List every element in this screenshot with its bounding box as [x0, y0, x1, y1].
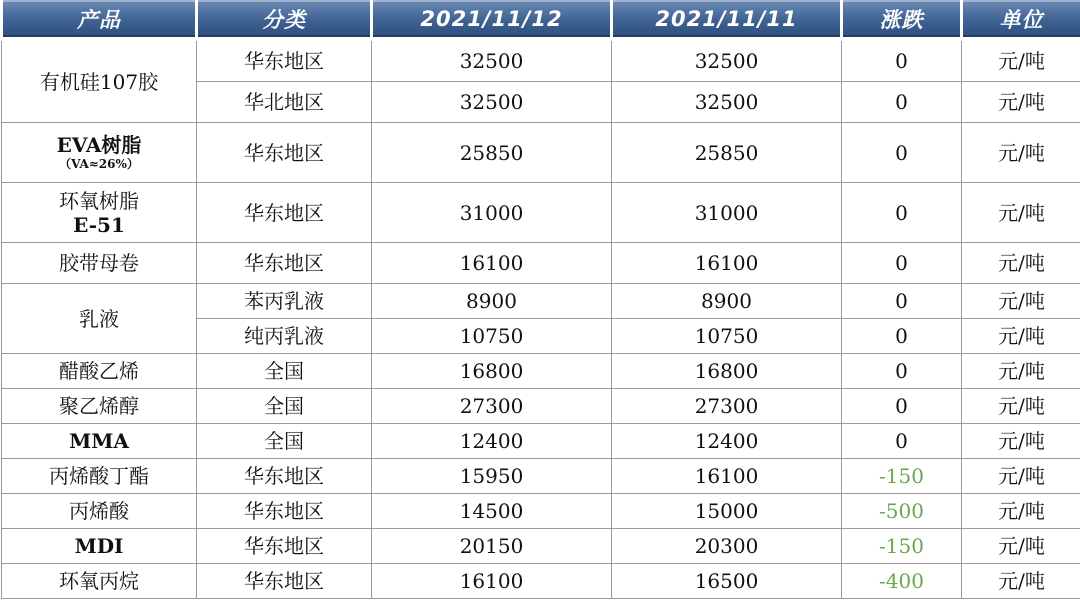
- table-row: [2, 564, 1080, 599]
- unit-cell: 元/吨: [962, 319, 1080, 354]
- header-unit: 单位: [962, 0, 1080, 39]
- category-cell: 华东地区: [197, 243, 372, 284]
- price-previous-cell: 20300: [612, 529, 842, 564]
- price-previous-cell: 27300: [612, 389, 842, 424]
- category-cell: 全国: [197, 354, 372, 389]
- table-row: [2, 354, 1080, 389]
- price-previous-cell: 8900: [612, 284, 842, 319]
- price-current-cell: 20150: [372, 529, 612, 564]
- price-current-cell: 27300: [372, 389, 612, 424]
- product-cell: [2, 123, 197, 183]
- unit-cell: 元/吨: [962, 494, 1080, 529]
- category-cell: 华东地区: [197, 39, 372, 82]
- product-cell: 丙烯酸: [2, 494, 197, 529]
- category-cell: 苯丙乳液: [197, 284, 372, 319]
- price-previous-cell: 25850: [612, 123, 842, 183]
- table-row: [2, 389, 1080, 424]
- price-current-cell: 12400: [372, 424, 612, 459]
- table-row: [2, 284, 1080, 319]
- change-cell: 0: [842, 319, 962, 354]
- price-previous-cell: 12400: [612, 424, 842, 459]
- price-current-cell: 16800: [372, 354, 612, 389]
- unit-cell: 元/吨: [962, 529, 1080, 564]
- price-current-cell: 31000: [372, 183, 612, 243]
- product-cell: MDI: [2, 529, 197, 564]
- unit-cell: 元/吨: [962, 459, 1080, 494]
- product-cell: 乳液: [2, 284, 197, 354]
- price-previous-cell: 16500: [612, 564, 842, 599]
- table-row: [2, 39, 1080, 82]
- price-previous-cell: 31000: [612, 183, 842, 243]
- header-product: 产品: [2, 0, 197, 39]
- price-current-cell: 32500: [372, 82, 612, 123]
- category-cell: 华东地区: [197, 564, 372, 599]
- product-cell: 丙烯酸丁酯: [2, 459, 197, 494]
- product-name: 环氧树脂: [59, 188, 139, 213]
- price-current-cell: 16100: [372, 564, 612, 599]
- product-cell: 胶带母卷: [2, 243, 197, 284]
- table-row: [2, 459, 1080, 494]
- unit-cell: 元/吨: [962, 424, 1080, 459]
- unit-cell: 元/吨: [962, 123, 1080, 183]
- table-row: [2, 183, 1080, 243]
- change-cell: -150: [842, 459, 962, 494]
- price-previous-cell: 32500: [612, 39, 842, 82]
- change-cell: 0: [842, 183, 962, 243]
- price-previous-cell: 16800: [612, 354, 842, 389]
- price-current-cell: 25850: [372, 123, 612, 183]
- product-cell: MMA: [2, 424, 197, 459]
- price-current-cell: 16100: [372, 243, 612, 284]
- header-row: [2, 0, 1080, 39]
- unit-cell: 元/吨: [962, 183, 1080, 243]
- change-cell: -400: [842, 564, 962, 599]
- price-current-cell: 10750: [372, 319, 612, 354]
- price-previous-cell: 16100: [612, 243, 842, 284]
- header-category: 分类: [197, 0, 372, 39]
- price-previous-cell: 32500: [612, 82, 842, 123]
- table-row: [2, 529, 1080, 564]
- header-change: 涨跌: [842, 0, 962, 39]
- unit-cell: 元/吨: [962, 354, 1080, 389]
- change-cell: 0: [842, 424, 962, 459]
- change-cell: -500: [842, 494, 962, 529]
- change-cell: 0: [842, 243, 962, 284]
- unit-cell: 元/吨: [962, 82, 1080, 123]
- unit-cell: 元/吨: [962, 39, 1080, 82]
- product-cell: 有机硅107胶: [2, 39, 197, 123]
- price-previous-cell: 16100: [612, 459, 842, 494]
- price-current-cell: 32500: [372, 39, 612, 82]
- table-row: [2, 243, 1080, 284]
- product-subtitle: （VA≈26%）: [59, 156, 139, 171]
- change-cell: 0: [842, 284, 962, 319]
- header-date-current: 2021/11/12: [372, 0, 612, 39]
- price-current-cell: 14500: [372, 494, 612, 529]
- category-cell: 全国: [197, 424, 372, 459]
- product-cell: 醋酸乙烯: [2, 354, 197, 389]
- product-subtitle: E-51: [73, 212, 125, 237]
- table-row: [2, 494, 1080, 529]
- price-current-cell: 15950: [372, 459, 612, 494]
- table-row: [2, 123, 1080, 183]
- price-previous-cell: 10750: [612, 319, 842, 354]
- category-cell: 华东地区: [197, 123, 372, 183]
- price-current-cell: 8900: [372, 284, 612, 319]
- product-name: EVA树脂: [56, 132, 142, 157]
- category-cell: 华北地区: [197, 82, 372, 123]
- product-cell: [2, 183, 197, 243]
- change-cell: 0: [842, 389, 962, 424]
- change-cell: 0: [842, 82, 962, 123]
- table-row: [2, 424, 1080, 459]
- unit-cell: 元/吨: [962, 243, 1080, 284]
- product-cell: 聚乙烯醇: [2, 389, 197, 424]
- category-cell: 华东地区: [197, 459, 372, 494]
- product-cell: 环氧丙烷: [2, 564, 197, 599]
- header-date-previous: 2021/11/11: [612, 0, 842, 39]
- change-cell: 0: [842, 123, 962, 183]
- change-cell: -150: [842, 529, 962, 564]
- unit-cell: 元/吨: [962, 389, 1080, 424]
- category-cell: 华东地区: [197, 494, 372, 529]
- category-cell: 华东地区: [197, 183, 372, 243]
- category-cell: 华东地区: [197, 529, 372, 564]
- unit-cell: 元/吨: [962, 284, 1080, 319]
- category-cell: 纯丙乳液: [197, 319, 372, 354]
- category-cell: 全国: [197, 389, 372, 424]
- price-previous-cell: 15000: [612, 494, 842, 529]
- change-cell: 0: [842, 39, 962, 82]
- change-cell: 0: [842, 354, 962, 389]
- unit-cell: 元/吨: [962, 564, 1080, 599]
